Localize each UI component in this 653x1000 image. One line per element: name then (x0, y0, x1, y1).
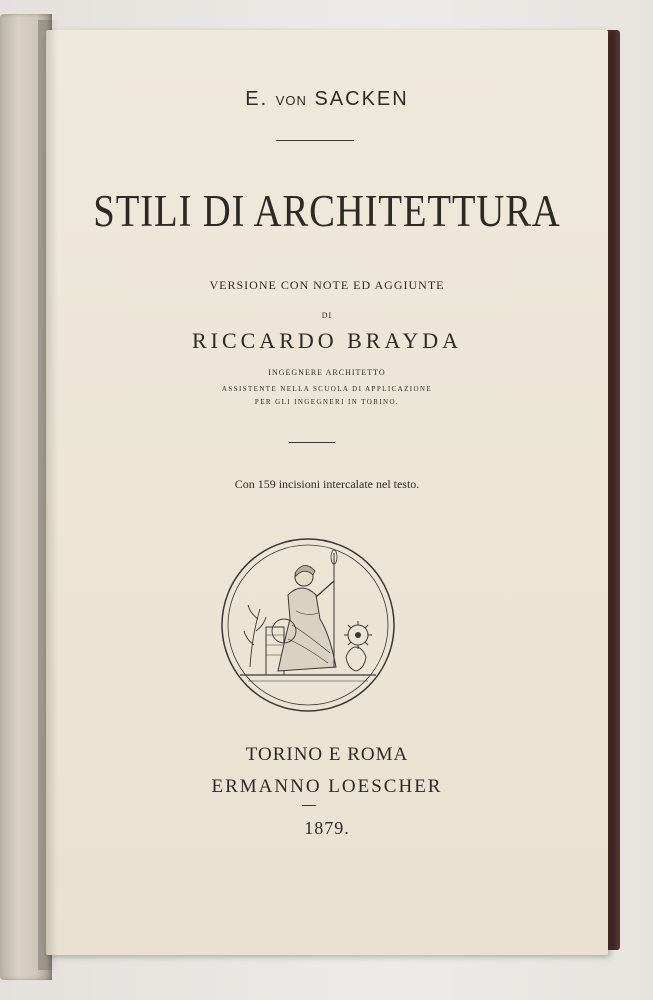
divider-rule (276, 140, 354, 141)
seated-minerva-emblem-icon (218, 535, 398, 715)
spine-shadow (38, 20, 58, 970)
translator-role: INGEGNERE ARCHITETTO (268, 368, 386, 377)
author-initial: E. (245, 88, 269, 110)
divider-rule (302, 805, 316, 806)
plates-note: Con 159 incisioni intercalate nel testo. (234, 477, 420, 491)
divider-rule (289, 442, 335, 443)
author-surname: SACKEN (314, 88, 409, 110)
book-title: STILI DI ARCHITETTURA (93, 186, 561, 236)
publication-year: 1879. (304, 818, 350, 838)
translator-role: ASSISTENTE NELLA SCUOLA DI APPLICAZIONE (221, 385, 433, 393)
title-page (46, 30, 608, 955)
author-line (46, 88, 608, 111)
di-line: DI (321, 311, 333, 320)
author-particle: VON (275, 93, 307, 108)
translator-name: RICCARDO BRAYDA (191, 328, 463, 353)
version-line: VERSIONE CON NOTE ED AGGIUNTE (209, 278, 445, 292)
publisher-cities: TORINO E ROMA (245, 744, 409, 765)
translator-role: PER GLI INGEGNERI IN TORINO. (254, 398, 400, 406)
publisher-name: ERMANNO LOESCHER (211, 776, 443, 797)
